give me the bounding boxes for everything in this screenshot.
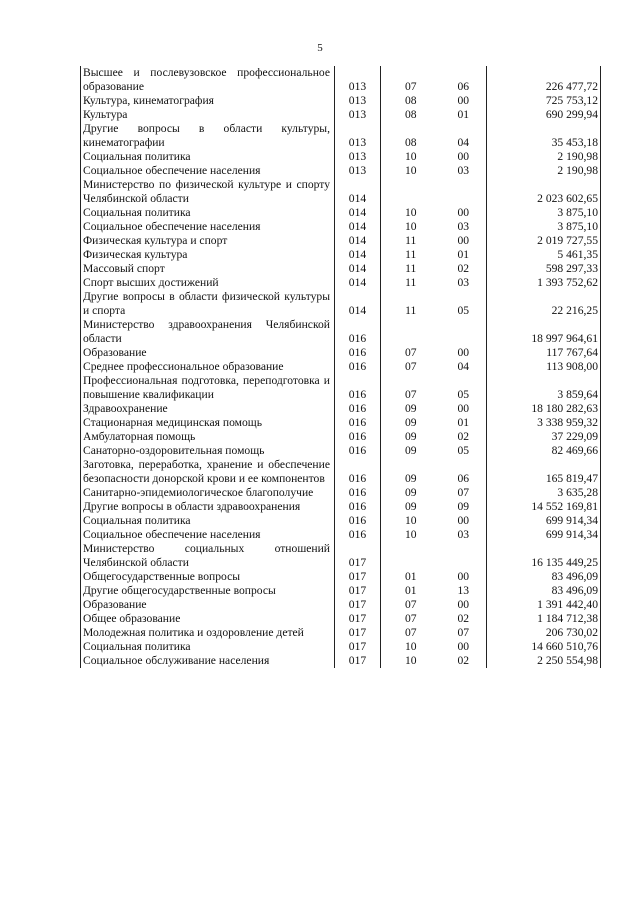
row-amount: 1 393 752,62	[487, 276, 601, 290]
row-department-code: 014	[335, 276, 381, 290]
row-section-code: 09	[381, 486, 441, 500]
row-section-code: 10	[381, 528, 441, 542]
row-section-code	[381, 178, 441, 206]
row-section-code: 09	[381, 444, 441, 458]
row-department-code: 016	[335, 514, 381, 528]
row-subsection-code	[441, 178, 487, 206]
row-department-code: 013	[335, 164, 381, 178]
row-amount: 699 914,34	[487, 514, 601, 528]
row-subsection-code: 01	[441, 248, 487, 262]
row-department-code: 014	[335, 234, 381, 248]
row-department-code: 016	[335, 416, 381, 430]
row-section-code: 07	[381, 612, 441, 626]
table-row	[81, 570, 601, 584]
table-row	[81, 122, 601, 150]
row-section-code: 07	[381, 66, 441, 94]
table-row	[81, 444, 601, 458]
row-subsection-code: 01	[441, 108, 487, 122]
table-row	[81, 262, 601, 276]
row-department-code: 016	[335, 374, 381, 402]
row-name: Социальное обслуживание населения	[81, 654, 335, 668]
row-subsection-code: 02	[441, 612, 487, 626]
table-row	[81, 234, 601, 248]
row-section-code	[381, 318, 441, 346]
table-row	[81, 220, 601, 234]
table-row	[81, 150, 601, 164]
row-subsection-code: 00	[441, 94, 487, 108]
table-row	[81, 598, 601, 612]
row-subsection-code: 04	[441, 360, 487, 374]
row-amount: 1 391 442,40	[487, 598, 601, 612]
row-name: Стационарная медицинская помощь	[81, 416, 335, 430]
row-name: Социальная политика	[81, 640, 335, 654]
table-row	[81, 626, 601, 640]
row-section-code: 10	[381, 220, 441, 234]
row-subsection-code: 00	[441, 514, 487, 528]
row-subsection-code: 07	[441, 626, 487, 640]
table-row	[81, 640, 601, 654]
row-subsection-code: 03	[441, 528, 487, 542]
row-department-code: 013	[335, 94, 381, 108]
row-subsection-code: 03	[441, 276, 487, 290]
row-section-code: 09	[381, 458, 441, 486]
row-name: Физическая культура и спорт	[81, 234, 335, 248]
row-department-code: 016	[335, 360, 381, 374]
budget-table-body	[81, 66, 601, 668]
row-name: Культура	[81, 108, 335, 122]
row-section-code: 11	[381, 248, 441, 262]
row-subsection-code: 01	[441, 416, 487, 430]
row-name: Социальное обеспечение населения	[81, 220, 335, 234]
row-amount: 690 299,94	[487, 108, 601, 122]
row-amount: 117 767,64	[487, 346, 601, 360]
row-section-code: 07	[381, 374, 441, 402]
row-amount: 3 859,64	[487, 374, 601, 402]
row-subsection-code: 03	[441, 220, 487, 234]
table-row	[81, 206, 601, 220]
row-subsection-code: 02	[441, 654, 487, 668]
row-amount: 165 819,47	[487, 458, 601, 486]
row-name: Образование	[81, 598, 335, 612]
row-section-code: 09	[381, 430, 441, 444]
row-section-code: 10	[381, 654, 441, 668]
row-department-code: 016	[335, 444, 381, 458]
row-name: Среднее профессиональное образование	[81, 360, 335, 374]
row-name: Социальная политика	[81, 206, 335, 220]
row-section-code: 08	[381, 94, 441, 108]
row-subsection-code: 02	[441, 262, 487, 276]
row-subsection-code: 13	[441, 584, 487, 598]
row-name: Санаторно-оздоровительная помощь	[81, 444, 335, 458]
row-subsection-code	[441, 542, 487, 570]
row-amount: 16 135 449,25	[487, 542, 601, 570]
table-row	[81, 164, 601, 178]
row-amount: 82 469,66	[487, 444, 601, 458]
row-name: Министерство социальных отношений Челябинской области	[81, 542, 335, 570]
row-department-code: 016	[335, 402, 381, 416]
row-amount: 83 496,09	[487, 584, 601, 598]
row-name: Культура, кинематография	[81, 94, 335, 108]
row-department-code: 013	[335, 122, 381, 150]
row-amount: 2 019 727,55	[487, 234, 601, 248]
row-subsection-code: 00	[441, 402, 487, 416]
table-row	[81, 360, 601, 374]
row-subsection-code: 03	[441, 164, 487, 178]
row-amount: 3 635,28	[487, 486, 601, 500]
row-amount: 699 914,34	[487, 528, 601, 542]
row-name: Социальная политика	[81, 150, 335, 164]
row-department-code: 014	[335, 262, 381, 276]
row-department-code: 017	[335, 640, 381, 654]
row-amount: 206 730,02	[487, 626, 601, 640]
row-department-code: 013	[335, 108, 381, 122]
row-subsection-code: 00	[441, 640, 487, 654]
row-department-code: 013	[335, 150, 381, 164]
table-row	[81, 542, 601, 570]
row-section-code: 10	[381, 164, 441, 178]
row-subsection-code: 00	[441, 206, 487, 220]
row-section-code: 01	[381, 570, 441, 584]
row-department-code: 016	[335, 430, 381, 444]
row-section-code: 11	[381, 262, 441, 276]
table-row	[81, 612, 601, 626]
row-name: Массовый спорт	[81, 262, 335, 276]
row-subsection-code: 05	[441, 374, 487, 402]
row-name: Профессиональная подготовка, переподготовка и повышение квалификации	[81, 374, 335, 402]
table-row	[81, 458, 601, 486]
row-section-code: 09	[381, 402, 441, 416]
row-amount: 1 184 712,38	[487, 612, 601, 626]
row-department-code: 013	[335, 66, 381, 94]
table-row	[81, 654, 601, 668]
row-department-code: 014	[335, 220, 381, 234]
row-department-code: 016	[335, 458, 381, 486]
row-amount: 2 250 554,98	[487, 654, 601, 668]
row-section-code: 10	[381, 640, 441, 654]
row-name: Другие общегосударственные вопросы	[81, 584, 335, 598]
row-section-code: 11	[381, 234, 441, 248]
row-subsection-code: 00	[441, 598, 487, 612]
row-amount: 226 477,72	[487, 66, 601, 94]
row-section-code: 07	[381, 360, 441, 374]
row-department-code: 017	[335, 570, 381, 584]
row-amount: 18 180 282,63	[487, 402, 601, 416]
row-subsection-code: 00	[441, 234, 487, 248]
row-section-code: 10	[381, 150, 441, 164]
row-department-code: 017	[335, 598, 381, 612]
row-section-code: 07	[381, 626, 441, 640]
row-subsection-code: 00	[441, 150, 487, 164]
row-section-code: 09	[381, 500, 441, 514]
row-department-code: 014	[335, 206, 381, 220]
row-amount: 5 461,35	[487, 248, 601, 262]
row-subsection-code: 00	[441, 570, 487, 584]
row-subsection-code: 06	[441, 66, 487, 94]
table-row	[81, 248, 601, 262]
table-row	[81, 374, 601, 402]
table-row	[81, 514, 601, 528]
row-subsection-code: 00	[441, 346, 487, 360]
row-department-code: 014	[335, 248, 381, 262]
table-row	[81, 346, 601, 360]
row-department-code: 017	[335, 626, 381, 640]
row-amount: 2 190,98	[487, 150, 601, 164]
row-section-code	[381, 542, 441, 570]
row-name: Общегосударственные вопросы	[81, 570, 335, 584]
row-amount: 14 552 169,81	[487, 500, 601, 514]
row-amount: 113 908,00	[487, 360, 601, 374]
row-section-code: 10	[381, 206, 441, 220]
row-section-code: 08	[381, 122, 441, 150]
row-name: Высшее и послевузовское профессиональное образование	[81, 66, 335, 94]
row-subsection-code: 04	[441, 122, 487, 150]
row-department-code: 016	[335, 486, 381, 500]
row-subsection-code	[441, 318, 487, 346]
row-amount: 22 216,25	[487, 290, 601, 318]
page-number: 5	[317, 42, 323, 54]
row-department-code: 016	[335, 346, 381, 360]
row-name: Министерство здравоохранения Челябинской области	[81, 318, 335, 346]
row-amount: 598 297,33	[487, 262, 601, 276]
row-subsection-code: 07	[441, 486, 487, 500]
row-name: Социальное обеспечение населения	[81, 528, 335, 542]
budget-table	[80, 66, 601, 668]
row-name: Другие вопросы в области физической культуры и спорта	[81, 290, 335, 318]
row-department-code: 014	[335, 290, 381, 318]
row-department-code: 014	[335, 178, 381, 206]
row-section-code: 10	[381, 514, 441, 528]
row-department-code: 017	[335, 542, 381, 570]
row-department-code: 016	[335, 500, 381, 514]
row-name: Физическая культура	[81, 248, 335, 262]
row-department-code: 017	[335, 654, 381, 668]
table-row	[81, 318, 601, 346]
table-row	[81, 584, 601, 598]
row-section-code: 07	[381, 346, 441, 360]
table-row	[81, 66, 601, 94]
row-section-code: 11	[381, 276, 441, 290]
row-department-code: 017	[335, 584, 381, 598]
row-amount: 18 997 964,61	[487, 318, 601, 346]
row-subsection-code: 05	[441, 444, 487, 458]
row-amount: 14 660 510,76	[487, 640, 601, 654]
row-section-code: 11	[381, 290, 441, 318]
row-section-code: 09	[381, 416, 441, 430]
row-name: Санитарно-эпидемиологическое благополучие	[81, 486, 335, 500]
row-name: Министерство по физической культуре и спорту Челябинской области	[81, 178, 335, 206]
table-row	[81, 416, 601, 430]
row-section-code: 08	[381, 108, 441, 122]
row-name: Другие вопросы в области здравоохранения	[81, 500, 335, 514]
row-amount: 725 753,12	[487, 94, 601, 108]
table-row	[81, 430, 601, 444]
row-section-code: 07	[381, 598, 441, 612]
row-department-code: 017	[335, 612, 381, 626]
row-amount: 3 875,10	[487, 220, 601, 234]
row-amount: 3 338 959,32	[487, 416, 601, 430]
row-amount: 83 496,09	[487, 570, 601, 584]
table-row	[81, 94, 601, 108]
row-name: Заготовка, переработка, хранение и обеспечение безопасности донорской крови и ее компонентов	[81, 458, 335, 486]
row-department-code: 016	[335, 318, 381, 346]
table-row	[81, 178, 601, 206]
table-row	[81, 402, 601, 416]
table-row	[81, 528, 601, 542]
row-amount: 3 875,10	[487, 206, 601, 220]
row-subsection-code: 02	[441, 430, 487, 444]
row-name: Социальная политика	[81, 514, 335, 528]
row-name: Образование	[81, 346, 335, 360]
row-name: Социальное обеспечение населения	[81, 164, 335, 178]
row-name: Молодежная политика и оздоровление детей	[81, 626, 335, 640]
row-name: Спорт высших достижений	[81, 276, 335, 290]
table-row	[81, 500, 601, 514]
row-name: Другие вопросы в области культуры, кинематографии	[81, 122, 335, 150]
table-row	[81, 290, 601, 318]
table-row	[81, 486, 601, 500]
row-subsection-code: 05	[441, 290, 487, 318]
table-row	[81, 276, 601, 290]
row-amount: 2 190,98	[487, 164, 601, 178]
row-subsection-code: 09	[441, 500, 487, 514]
row-name: Общее образование	[81, 612, 335, 626]
row-amount: 37 229,09	[487, 430, 601, 444]
row-section-code: 01	[381, 584, 441, 598]
table-row	[81, 108, 601, 122]
row-department-code: 016	[335, 528, 381, 542]
row-name: Амбулаторная помощь	[81, 430, 335, 444]
row-amount: 35 453,18	[487, 122, 601, 150]
row-amount: 2 023 602,65	[487, 178, 601, 206]
row-name: Здравоохранение	[81, 402, 335, 416]
row-subsection-code: 06	[441, 458, 487, 486]
